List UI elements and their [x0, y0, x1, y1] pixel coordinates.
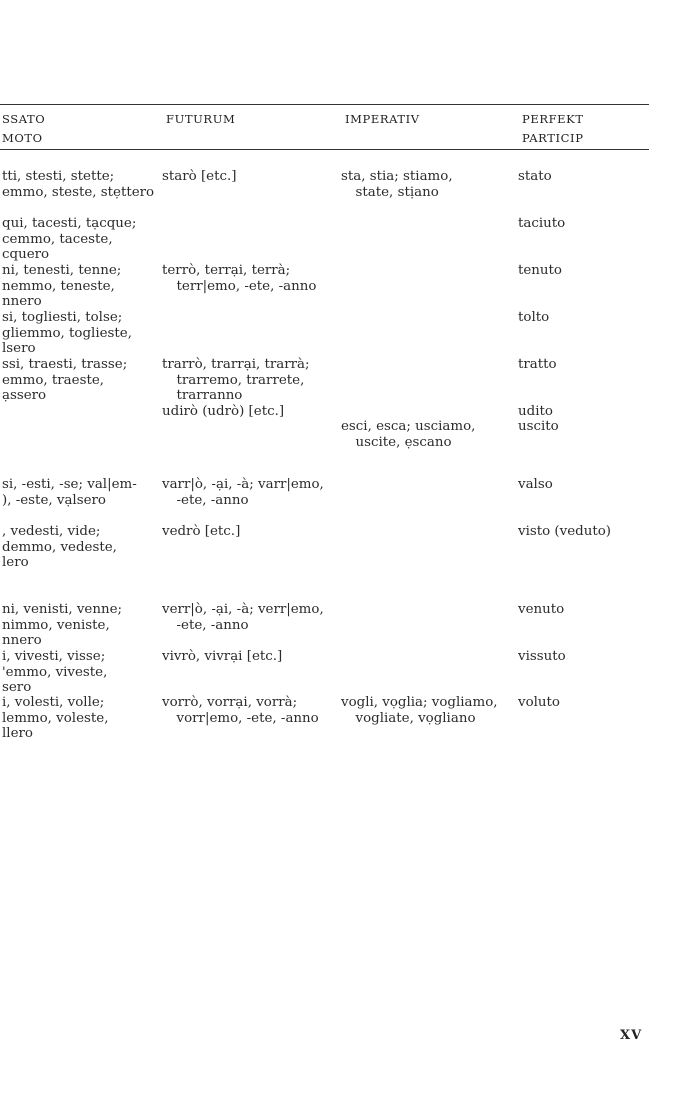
futurum-cell-line: trarrò, trarrại, trarrà;	[162, 357, 310, 372]
passato-cell-line: ạssero	[2, 388, 47, 403]
passato-cell	[2, 216, 136, 263]
passato-cell	[2, 695, 108, 742]
passato-cell-line: 'emmo, viveste,	[2, 664, 108, 680]
passato-cell-line: cquero	[2, 247, 50, 262]
header-perfekt-line1: PERFEKT	[522, 112, 584, 126]
futurum-cell	[162, 695, 319, 726]
passato-cell-line: cemmo, taceste,	[2, 231, 113, 247]
futurum-cell-line: trarremo, trarrete,	[168, 372, 305, 388]
passato-cell-line: ni, tenesti, tenne;	[2, 263, 122, 278]
passato-cell-line: tti, stesti, stette;	[2, 169, 115, 184]
passato-cell-line: emmo, traeste,	[2, 372, 105, 388]
participio-cell: vissuto	[518, 649, 566, 664]
header-passato	[2, 110, 45, 148]
futurum-cell	[162, 477, 324, 508]
futurum-cell	[162, 649, 282, 665]
imperativ-cell-line: state, stịano	[347, 184, 439, 200]
header-perfekt	[522, 110, 584, 148]
passato-cell-line: ssi, traesti, trasse;	[2, 357, 128, 372]
participio-cell: udito	[518, 404, 553, 419]
passato-cell-line: sero	[2, 680, 32, 695]
passato-cell-line: , vedesti, vide;	[2, 524, 101, 539]
futurum-cell-line: varr|ò, -ại, -à; varr|emo,	[162, 477, 324, 492]
passato-cell	[2, 602, 122, 649]
passato-cell-line: emmo, steste, stẹttero	[2, 184, 155, 200]
passato-cell-line: gliemmo, toglieste,	[2, 325, 132, 341]
participio-cell: tenuto	[518, 263, 562, 278]
passato-cell	[2, 357, 127, 404]
passato-cell-line: nimmo, veniste,	[2, 617, 110, 633]
passato-cell-line: lero	[2, 555, 29, 570]
passato-cell-line: ), -este, vạlsero	[2, 492, 106, 508]
passato-cell-line: i, vivesti, visse;	[2, 649, 106, 664]
futurum-cell-line: vorrò, vorrại, vorrà;	[162, 695, 298, 710]
participio-cell: visto (veduto)	[518, 524, 611, 539]
participio-cell: voluto	[518, 695, 560, 710]
passato-cell-line: ni, venisti, venne;	[2, 602, 123, 617]
passato-cell-line: i, volesti, volle;	[2, 695, 105, 710]
passato-cell	[2, 477, 137, 508]
futurum-cell-line: terrò, terrại, terrà;	[162, 263, 291, 278]
futurum-cell-line: vedrò [etc.]	[162, 524, 241, 539]
passato-cell-line: si, -esti, -se; val|em-	[2, 477, 137, 492]
imperativ-cell	[341, 695, 498, 726]
header-passato-line2: MOTO	[2, 131, 43, 145]
passato-cell-line: nnero	[2, 294, 42, 309]
passato-cell-line: qui, tacesti, tạcque;	[2, 216, 137, 231]
passato-cell-line: lemmo, voleste,	[2, 710, 109, 726]
imperativ-cell-line: esci, esca; usciamo,	[341, 419, 476, 434]
passato-cell-line: nnero	[2, 633, 42, 648]
participio-cell: uscito	[518, 419, 559, 434]
header-imperativ: IMPERATIV	[345, 112, 420, 126]
header-futurum: FUTURUM	[166, 112, 236, 126]
futurum-cell	[162, 524, 240, 540]
futurum-cell-line: udirò (udrò) [etc.]	[162, 404, 285, 419]
participio-cell: taciuto	[518, 216, 566, 231]
passato-cell-line: demmo, vedeste,	[2, 539, 117, 555]
page-number: XV	[620, 1028, 643, 1043]
passato-cell	[2, 310, 132, 357]
top-rule	[0, 104, 649, 105]
passato-cell-line: nemmo, teneste,	[2, 278, 115, 294]
participio-cell: stato	[518, 169, 552, 184]
futurum-cell-line: terr|emo, -ete, -anno	[168, 278, 317, 294]
header-rule	[0, 149, 649, 150]
passato-cell	[2, 649, 107, 696]
header-perfekt-line2: PARTICIP	[522, 131, 584, 145]
imperativ-cell-line: sta, stia; stiamo,	[341, 169, 453, 184]
passato-cell-line: llero	[2, 726, 33, 741]
futurum-cell-line: -ete, -anno	[168, 492, 249, 508]
futurum-cell-line: vivrò, vivrại [etc.]	[162, 649, 283, 664]
passato-cell	[2, 263, 121, 310]
futurum-cell	[162, 263, 316, 294]
futurum-cell-line: verr|ò, -ại, -à; verr|emo,	[162, 602, 324, 617]
participio-cell: valso	[518, 477, 553, 492]
participio-cell: tolto	[518, 310, 550, 325]
imperativ-cell-line: uscite, ẹscano	[347, 434, 452, 450]
futurum-cell	[162, 357, 310, 404]
imperativ-cell-line: vogli, vọglia; vogliamo,	[341, 695, 498, 710]
passato-cell-line: lsero	[2, 341, 36, 356]
futurum-cell	[162, 169, 236, 185]
futurum-cell	[162, 404, 284, 420]
passato-cell-line: si, togliesti, tolse;	[2, 310, 123, 325]
passato-cell	[2, 169, 154, 200]
participio-cell: tratto	[518, 357, 557, 372]
passato-cell	[2, 524, 117, 571]
futurum-cell-line: trarranno	[168, 388, 243, 403]
futurum-cell-line: -ete, -anno	[168, 617, 249, 633]
futurum-cell-line: starò [etc.]	[162, 169, 237, 184]
header-passato-line1: SSATO	[2, 112, 46, 126]
imperativ-cell	[341, 419, 475, 450]
futurum-cell-line: vorr|emo, -ete, -anno	[168, 710, 319, 726]
imperativ-cell-line: vogliate, vọgliano	[347, 710, 476, 726]
imperativ-cell	[341, 169, 453, 200]
futurum-cell	[162, 602, 324, 633]
participio-cell: venuto	[518, 602, 565, 617]
